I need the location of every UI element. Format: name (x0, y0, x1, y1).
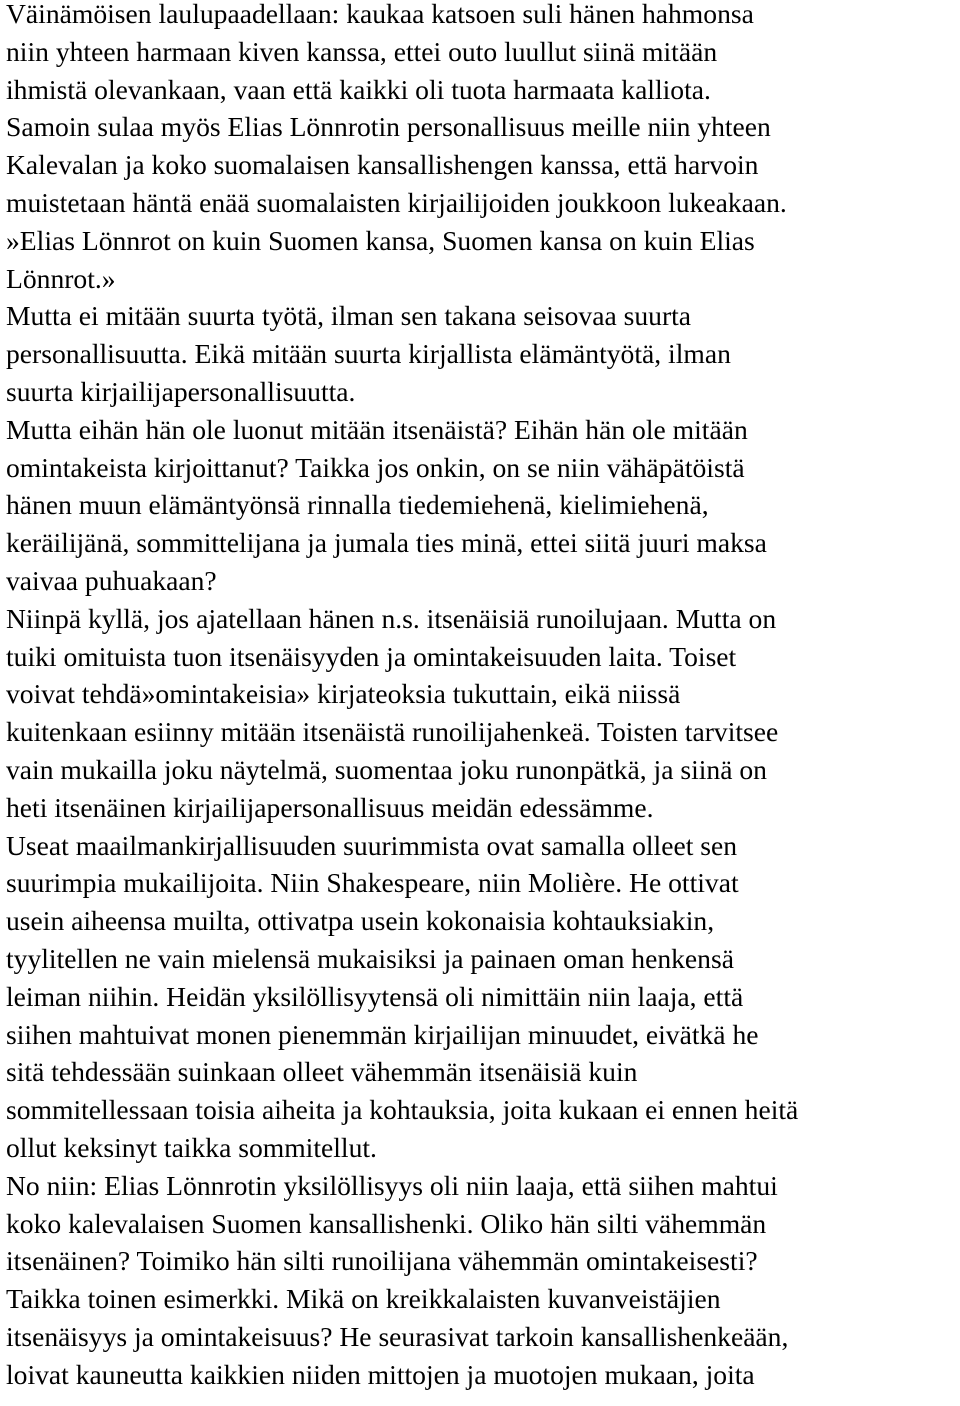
text-line: hänen muun elämäntyönsä rinnalla tiedemiehenä, kielimiehenä, (6, 489, 709, 521)
text-line: usein aiheensa muilta, ottivatpa usein kokonaisia kohtauksiakin, (6, 905, 715, 937)
text-line: heti itsenäinen kirjailijapersonallisuus meidän edessämme. (6, 791, 654, 823)
text-line: keräilijänä, sommittelijana ja jumala ties minä, ettei siitä juuri maksa (6, 527, 767, 559)
text-line: vaivaa puhuakaan? (6, 564, 217, 596)
text-line: itsenäinen? Toimiko hän silti runoilijana vähemmän omintakeisesti? (6, 1245, 758, 1277)
text-line: No niin: Elias Lönnrotin yksilöllisyys oli niin laaja, että siihen mahtui (6, 1169, 778, 1201)
text-line: tuiki omituista tuon itsenäisyyden ja omintakeisuuden laita. Toiset (6, 640, 737, 672)
text-line: Mutta eihän hän ole luonut mitään itsenäistä? Eihän hän ole mitään (6, 413, 748, 445)
text-line: Lönnrot.» (6, 262, 116, 294)
text-line: kuitenkaan esiinny mitään itsenäistä runoilijahenkeä. Toisten tarvitsee (6, 716, 779, 748)
text-line: »Elias Lönnrot on kuin Suomen kansa, Suomen kansa on kuin Elias (6, 224, 755, 256)
text-line: Kalevalan ja koko suomalaisen kansallishengen kanssa, että harvoin (6, 149, 759, 181)
text-line: omintakeista kirjoittanut? Taikka jos onkin, on se niin vähäpätöistä (6, 451, 745, 483)
text-line: Niinpä kyllä, jos ajatellaan hänen n.s. itsenäisiä runoilujaan. Mutta on (6, 602, 777, 634)
text-line: tyylitellen ne vain mielensä mukaisiksi ja painaen oman henkensä (6, 942, 734, 974)
text-line: siihen mahtuivat monen pienemmän kirjailijan minuudet, eivätkä he (6, 1018, 759, 1050)
text-line: personallisuutta. Eikä mitään suurta kirjallista elämäntyötä, ilman (6, 338, 731, 370)
text-line: koko kalevalaisen Suomen kansallishenki. Oliko hän silti vähemmän (6, 1207, 767, 1239)
text-line: Väinämöisen laulupaadellaan: kaukaa katsoen suli hänen hahmonsa (6, 0, 754, 29)
text-line: suurimpia mukailijoita. Niin Shakespeare, niin Molière. He ottivat (6, 867, 739, 899)
text-line: sommitellessaan toisia aiheita ja kohtauksia, joita kukaan ei ennen heitä (6, 1094, 799, 1126)
text-line: Taikka toinen esimerkki. Mikä on kreikkalaisten kuvanveistäjien (6, 1283, 721, 1315)
text-line: itsenäisyys ja omintakeisuus? He seurasivat tarkoin kansallishenkeään, (6, 1320, 789, 1352)
text-line: vain mukailla joku näytelmä, suomentaa joku runonpätkä, ja siinä on (6, 753, 767, 785)
text-line: sitä tehdessään suinkaan olleet vähemmän itsenäisiä kuin (6, 1056, 638, 1088)
text-line: Mutta ei mitään suurta työtä, ilman sen takana seisovaa suurta (6, 300, 692, 332)
text-line: voivat tehdä»omintakeisia» kirjateoksia tukuttain, eikä niissä (6, 678, 681, 710)
text-line: suurta kirjailijapersonallisuutta. (6, 375, 356, 407)
text-line: niin yhteen harmaan kiven kanssa, ettei outo luullut siinä mitään (6, 35, 718, 67)
text-line: muistetaan häntä enää suomalaisten kirjailijoiden joukkoon lukeakaan. (6, 186, 787, 218)
text-line: leiman niihin. Heidän yksilöllisyytensä oli nimittäin niin laaja, että (6, 980, 744, 1012)
text-line: ihmistä olevankaan, vaan että kaikki oli tuota harmaata kalliota. (6, 73, 711, 105)
document-page (6, 0, 956, 1393)
text-line: loivat kauneutta kaikkien niiden mittojen ja muotojen mukaan, joita (6, 1358, 755, 1390)
text-line: Useat maailmankirjallisuuden suurimmista ovat samalla olleet sen (6, 829, 738, 861)
text-line: Samoin sulaa myös Elias Lönnrotin personallisuus meille niin yhteen (6, 111, 771, 143)
text-line: ollut keksinyt taikka sommitellut. (6, 1131, 377, 1163)
